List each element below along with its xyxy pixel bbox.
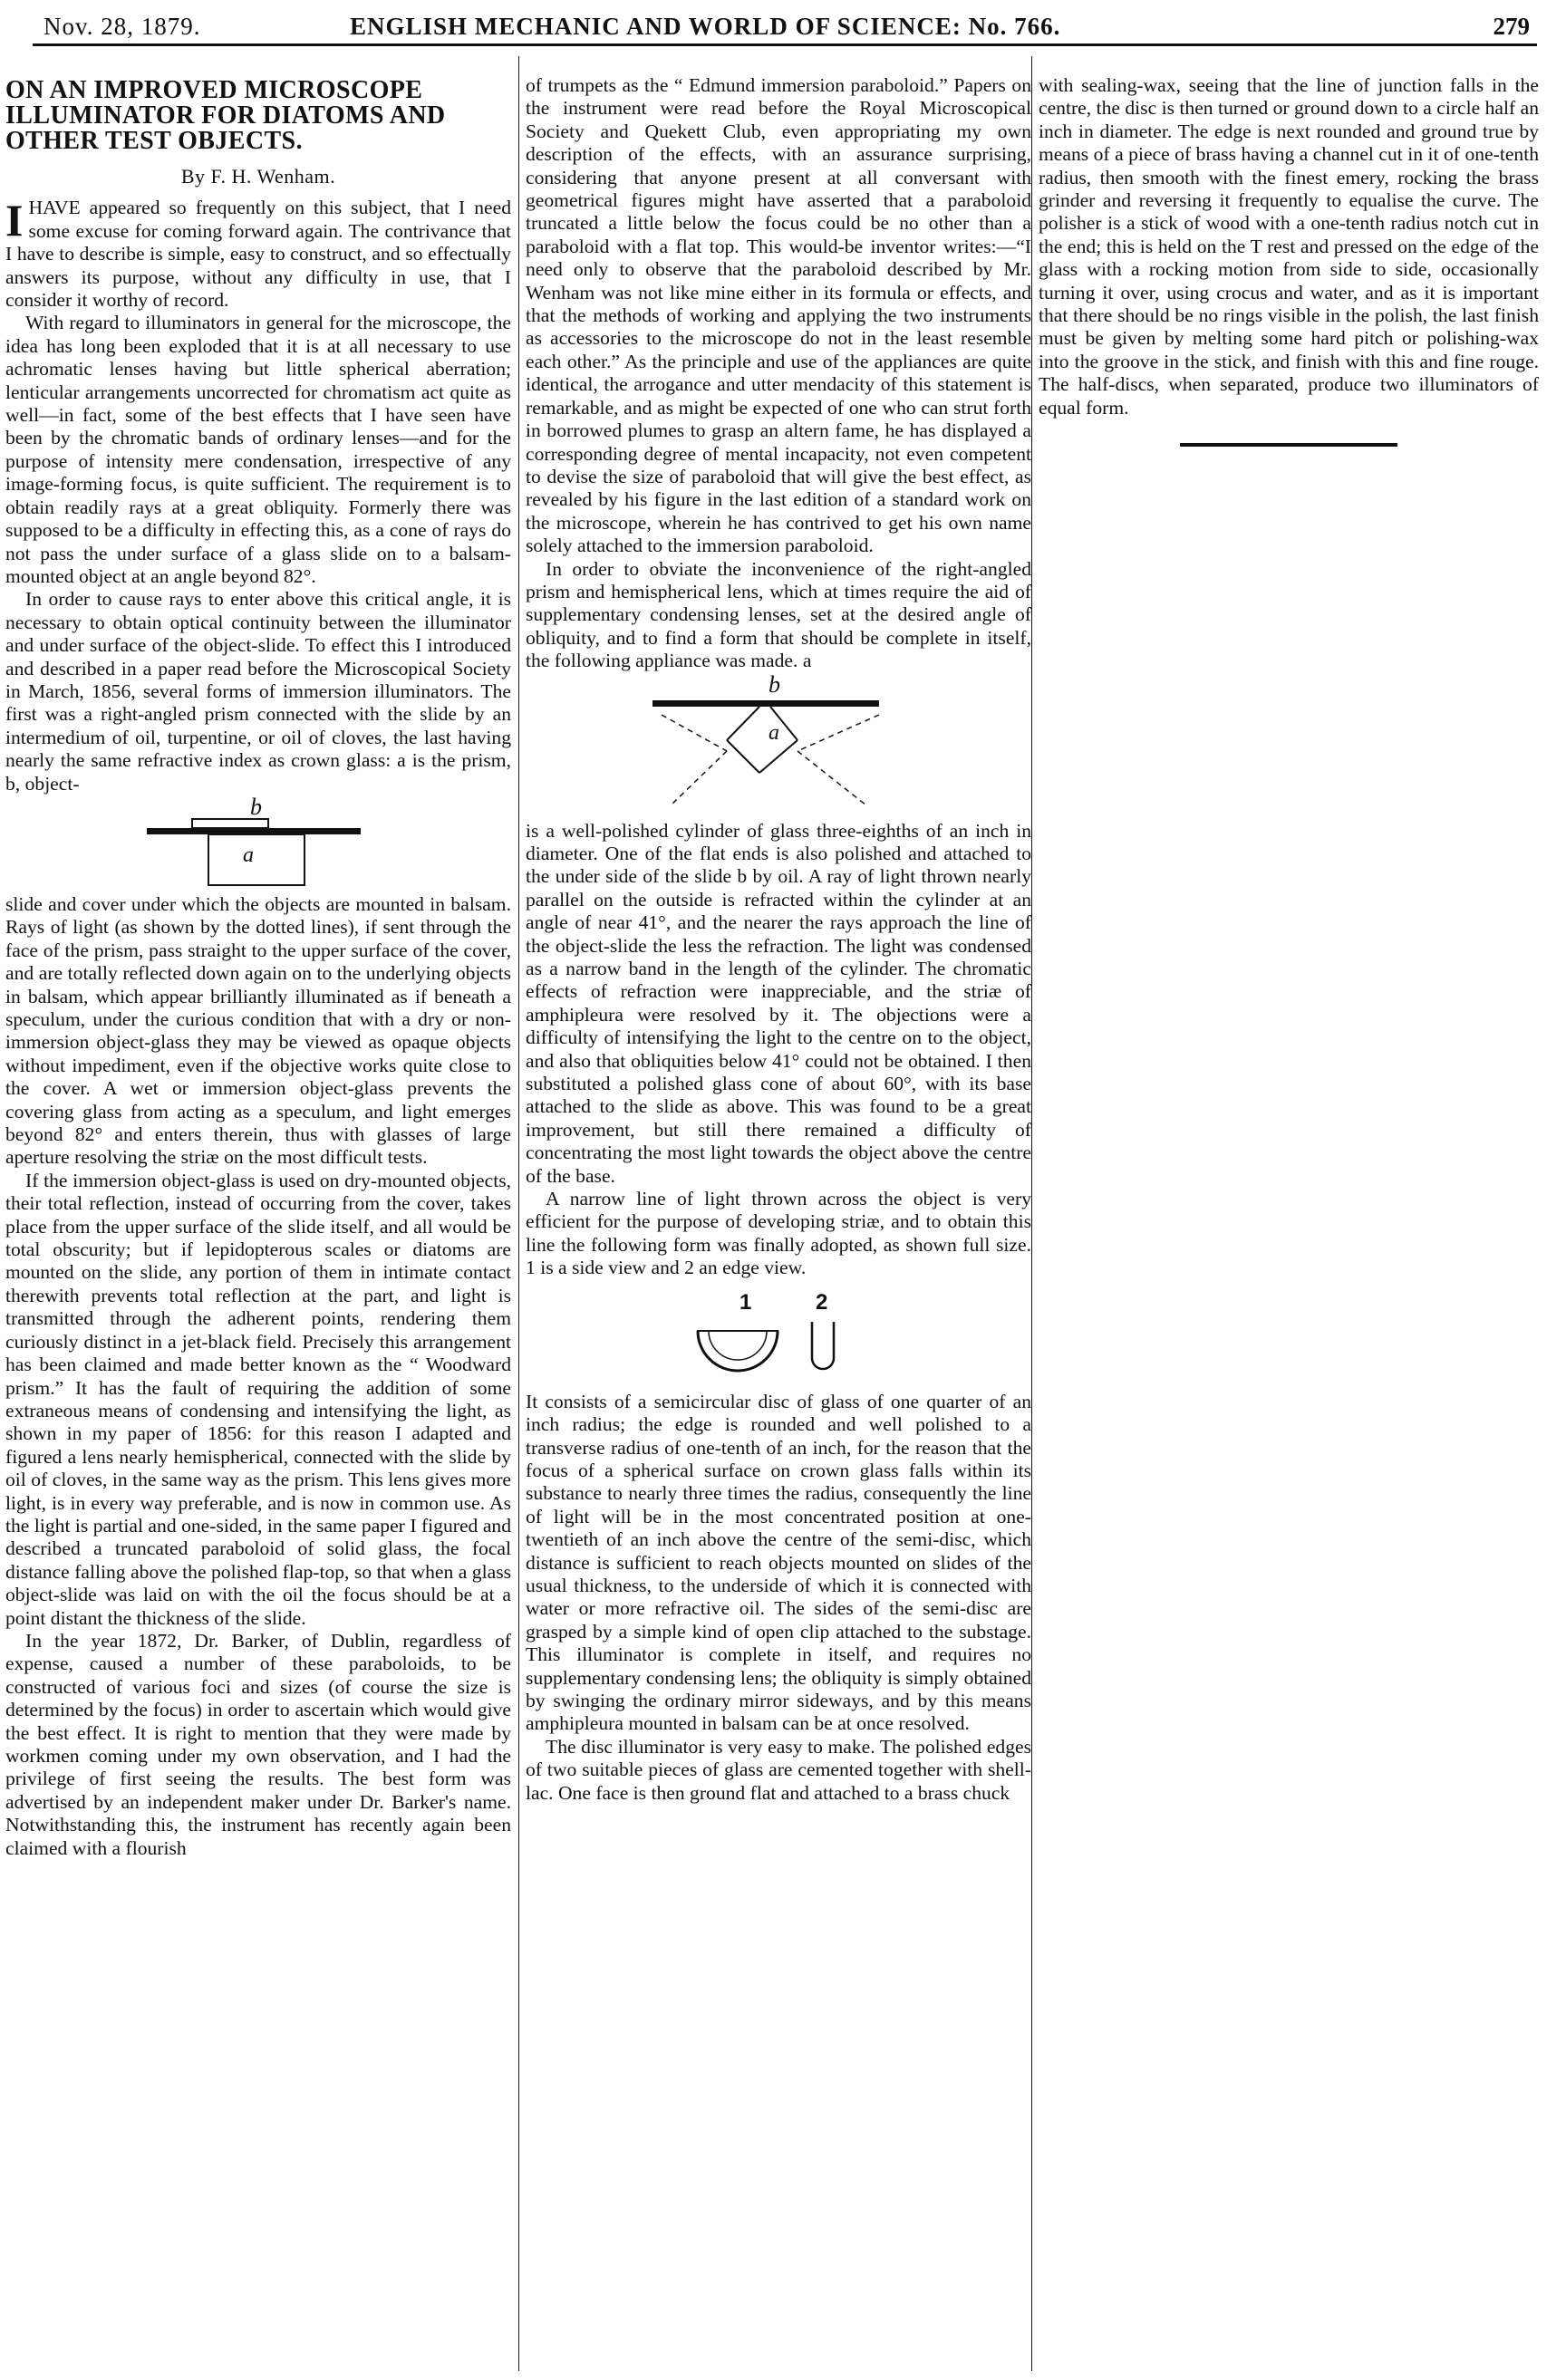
cover-glass [192, 819, 268, 828]
article-byline: By F. H. Wenham. [180, 165, 336, 188]
paragraph: In order to obviate the inconvenience of the right-angled prism and hemispherical lens, which at times require the aid of supplementary condensing lenses, set at the desired angle of obliquity, and to find a form that should be complete in itself, the following appliance was made. a [526, 557, 1031, 672]
page-number: 279 [1493, 13, 1530, 40]
edge-view [812, 1322, 834, 1369]
paragraph: A narrow line of light thrown across the object is very efficient for the purpose of developing striæ, and to obtain this line the following form was finally adopted, as shown full size. 1 is a side view and 2 an edge view. [526, 1188, 1031, 1279]
figure-label-b: b [768, 670, 780, 698]
slide-bar [147, 828, 361, 834]
figure-label-b: b [250, 793, 262, 820]
prism-body [208, 834, 304, 885]
paragraph: of trumpets as the “ Edmund immersion paraboloid.” Papers on the instrument were read before the Royal Microscopical Society and Quekett Club, even appropriating my own description of the effects, with an assurance surprising, considering that anyone present at all conversant with geometrical figures might have asserted that a paraboloid truncated a little below the focus could be no other than a paraboloid with a flat top. This would-be inventor writes:—“I need only to observe that the paraboloid described by Mr. Wenham was not like mine either in its formula or effects, and that the methods of working and applying the two instruments as accessories to the microscope do not in the least resemble each other.” As the principle and use of the appliances are quite identical, the arrogance and utter mendacity of this statement is remarkable, and as might be expected of one who can strut forth in borrowed plumes to grasp an altern fame, he has displayed a corresponding degree of mental incapacity, not even competent to devise the size of paraboloid that will give the best effect, as revealed by his figure in the last edition of a standard work on the microscope, wherein he has contrived to get his own name solely attached to the immersion paraboloid. [526, 74, 1031, 557]
article-end-rule [1180, 443, 1397, 447]
paragraph: With regard to illuminators in general for the microscope, the idea has long been exploded that it is at all necessary to use achromatic lenses having but little spherical aberration; lenticular arrangements uncorrected for chromatism act quite as well—in fact, some of the best effects that I have seen have been by the chromatic bands of ordinary lenses—and for the purpose of intensity mere condensation, irrespective of any image-forming focus, is quite sufficient. The requirement is to obtain readily rays at a great obliquity. Formerly there was supposed to be a difficulty in effecting this, as a cone of rays do not pass the under surface of a glass slide on to a balsam-mounted object at an angle beyond 82°. [5, 312, 511, 587]
side-view-inner [709, 1331, 767, 1360]
disc-diagram [526, 1286, 1031, 1385]
disc-figure [526, 1286, 1031, 1385]
page-header [33, 7, 1537, 46]
issue-date: Nov. 28, 1879. [44, 13, 201, 40]
article-title: ON AN IMPROVED MICROSCOPE ILLUMINATOR FOR DIATOMS AND OTHER TEST OBJECTS. [5, 76, 446, 155]
paragraph: with sealing-wax, seeing that the line of junction falls in the centre, the disc is then turned or ground down to a circle half an inch in diameter. The edge is next rounded and ground true by means of a piece of brass having a channel cut in it of one-tenth radius, then smooth with the finest emery, rocking the brass grinder and reversing it frequently to equalise the curve. The polisher is a stick of wood with a one-tenth radius notch cut in the end; this is held on the T rest and pressed on the edge of the glass with a rocking motion from side to side, occasionally turning it over, using crocus and water, and as it is important that there should be no rings visible in the polish, the last finish must be given by melting some hard pitch or polishing-wax into the groove in the stick, and finish with this and fine rouge. The half-discs, when separated, produce two illuminators of equal form. [1039, 74, 1539, 419]
paragraph: It consists of a semicircular disc of glass of one quarter of an inch radius; the edge is rounded and well polished to a transverse radius of one-tenth of an inch, for the reason that the focus of a spherical surface on crown glass falls within its substance to nearly three times the radius, consequently the line of light will be in the most concentrated position at one-twentieth of an inch above the centre of the semi-disc, which distance is sufficient to reach objects mounted on slides of the usual thickness, to the underside of which it is connected with water or more refractive oil. The sides of the semi-disc are grasped by a simple kind of open clip attached to the substage. This illuminator is complete in itself, and requires no supplementary condensing lens; the obliquity is simply obtained by swinging the ordinary mirror sideways, and by this means amphipleura mounted in balsam can be at once resolved. [526, 1390, 1031, 1735]
prism-figure [5, 793, 511, 888]
figure-label-1: 1 [740, 1289, 752, 1315]
slide-bar [652, 700, 879, 707]
figure-label-a: a [768, 720, 779, 745]
column-1 [5, 74, 511, 1860]
column-divider [1031, 56, 1032, 2371]
column-2 [526, 74, 1031, 1805]
column-3 [1039, 74, 1539, 447]
figure-label-a: a [243, 843, 254, 867]
paragraph: IHAVE appeared so frequently on this subject, that I need some excuse for coming forward again. The contrivance that I have to describe is simple, easy to construct, and so effectually answers its purpose, without any difficulty in use, that I consider it worthy of record. [5, 195, 511, 312]
publication-title: ENGLISH MECHANIC AND WORLD OF SCIENCE: No. 766. [350, 13, 1061, 40]
paragraph: In the year 1872, Dr. Barker, of Dublin, regardless of expense, caused a number of these paraboloids, to be constructed of various foci and sizes (of course the size is determined by the focus) in order to ascertain which would give the best effect. It is right to mention that they were made by workmen coming under my own observation, and I had the privilege of first seeing the results. The best form was advertised by an independent maker under Dr. Barker's name. Notwithstanding this, the instrument has recently again been claimed with a flourish [5, 1629, 511, 1859]
paragraph: The disc illuminator is very easy to make. The polished edges of two suitable pieces of glass are cemented together with shell-lac. One face is then ground flat and attached to a brass chuck [526, 1735, 1031, 1804]
paragraph: In order to cause rays to enter above this critical angle, it is necessary to obtain optical continuity between the illuminator and under surface of the object-slide. To effect this I introduced and described in a paper read before the Microscopical Society in March, 1856, several forms of immersion illuminators. The first was a right-angled prism connected with the slide by an intermedium of oil, turpentine, or oil of cloves, the last having nearly the same refractive index as crown glass: a is the prism, b, object- [5, 588, 511, 795]
cylinder-figure [526, 670, 1031, 814]
column-divider [518, 56, 519, 2371]
paragraph: If the immersion object-glass is used on dry-mounted objects, their total reflection, instead of occurring from the cover, takes place from the upper surface of the slide itself, and all would be total obscurity; but if lepidopterous scales or diatoms are mounted on the slide, any portion of them in intimate contact therewith prevents total reflection at the part, and light is transmitted through the adherent points, rendering them curiously distinct in a jet-black field. Precisely this arrangement has been claimed and made better known as the “ Woodward prism.” It has the fault of requiring the addition of some extraneous means of condensing and intensifying the light, as shown in my paper of 1856: for this reason I adapted and figured a lens nearly hemispherical, connected with the slide by oil of cloves, in the same way as the prism. This lens gives more light, is in every way preferable, and is now in common use. As the light is partial and one-sided, in the same paper I figured and described a truncated paraboloid of solid glass, the focal distance falling above the polished flap-top, so that when a glass object-slide was laid on with the oil the focus should be at a point distant the thickness of the slide. [5, 1169, 511, 1629]
figure-label-2: 2 [816, 1289, 828, 1315]
paragraph: slide and cover under which the objects are mounted in balsam. Rays of light (as shown by the dotted lines), if sent through the face of the prism, pass straight to the upper surface of the cover, and are totally reflected down again on to the underlying objects in balsam, which appear brilliantly illuminated as if beneath a speculum, under the curious condition that with a dry or non-immersion object-glass they may be viewed as opaque objects without impediment, even if the objective works quite close to the cover. A wet or immersion object-glass prevents the covering glass from acting as a speculum, and light emerges beyond 82° and enters therein, thus with glasses of large aperture resolving the striæ on the most difficult tests. [5, 892, 511, 1169]
cylinder-diagram [526, 679, 1031, 814]
drop-cap: I [5, 195, 24, 246]
paragraph: is a well-polished cylinder of glass three-eighths of an inch in diameter. One of the flat ends is also polished and attached to the under side of the slide b by oil. A ray of light thrown nearly parallel on the outside is refracted within the cylinder at an angle of near 41°, and the nearer the rays approach the line of the object-slide the less the refraction. The light was condensed as a narrow band in the length of the cylinder. The chromatic effects of refraction were inappreciable, and the striæ of amphipleura were resolved by it. The objections were a difficulty of intensifying the light to the centre on to the object, and also that obliquities below 41° could not be obtained. I then substituted a polished glass cone of about 60°, with its base attached to the slide as above. This was found to be a great improvement, but still there remained a difficulty of concentrating the most light towards the object above the centre of the base. [526, 819, 1031, 1187]
